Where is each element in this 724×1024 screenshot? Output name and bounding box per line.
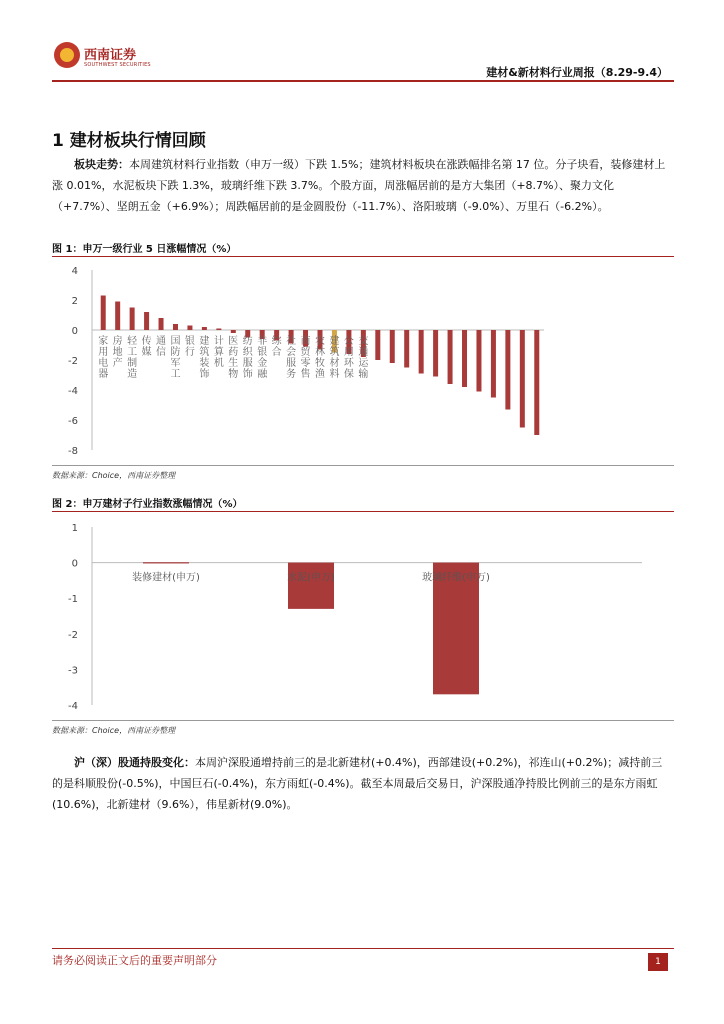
page-number: 1 [648,953,668,971]
bar [173,324,178,330]
bar [433,330,438,377]
bar [159,318,164,330]
bar [202,327,207,330]
bar [231,330,236,333]
figure2-top-rule [52,511,674,512]
bar [130,308,135,331]
logo-english-name: SOUTHWEST SECURITIES [84,62,151,68]
bar [216,329,221,331]
subindustry-return-chart [52,513,674,719]
y-tick-label: 1 [71,523,78,534]
figure1-source: 数据来源：Choice，西南证券整理 [52,471,176,480]
y-tick-label: 4 [71,266,78,277]
figure1-top-rule [52,256,674,257]
stock-connect-lead: 沪（深）股通持股变化： [74,756,195,769]
x-tick-label: 综合 [271,336,282,358]
figure2-bottom-rule [52,720,674,721]
y-tick-label: -3 [68,665,78,677]
footer-divider [52,948,674,949]
x-tick-label: 交通运输 [358,336,369,380]
x-tick-label: 玻璃纤维(申万) [422,572,490,584]
y-tick-label: 0 [71,558,78,570]
x-tick-label: 轻工制造 [127,336,138,380]
bar [187,326,192,331]
bar [115,302,120,331]
y-tick-label: -2 [68,356,78,367]
x-tick-label: 社会服务 [286,336,297,380]
bar [476,330,481,392]
y-tick-label: -1 [68,594,78,606]
y-tick-label: 2 [71,296,78,307]
market-trend-paragraph [52,154,672,217]
industry-return-chart [52,258,674,464]
x-tick-label: 纺织服饰 [242,336,253,380]
bar [390,330,395,363]
bar [101,296,106,331]
x-tick-label: 房地产 [112,336,123,369]
market-trend-lead: 板块走势： [74,158,129,171]
bar [462,330,467,387]
bar [419,330,424,374]
bar [491,330,496,398]
company-logo [54,42,149,76]
x-tick-label: 公用环保 [343,336,354,380]
y-tick-label: 0 [71,326,78,337]
stock-connect-body: 本周沪深股通增持前三的是北新建材(+0.4%)，西部建设(+0.2%)，祁连山(+0.2%)；减持前三的是科顺股份(-0.5%)，中国巨石(-0.4%)，东方雨虹(-0.4%)。截至本周最后交易日，沪深股通净持股比例前三的是东方雨虹(10.6%)，北新建材（9.6%），伟星新材(9.0%)。 [52,756,663,811]
x-tick-label: 水泥(申万) [287,572,335,584]
x-tick-label: 建筑装饰 [199,336,210,380]
bar [404,330,409,368]
bar [448,330,453,384]
bar [375,330,380,360]
x-tick-label: 银行 [184,336,195,358]
bar [505,330,510,410]
y-tick-label: -4 [68,386,78,397]
x-tick-label: 国防军工 [170,336,181,380]
figure1-title: 图 1：申万一级行业 5 日涨幅情况（%） [52,244,237,255]
x-tick-label: 装修建材(申万) [132,572,200,584]
y-tick-label: -4 [68,701,78,712]
market-trend-body: 本周建筑材料行业指数（申万一级）下跌 1.5%；建筑材料板块在涨跌幅排名第 17 位。分子块看，装修建材上涨 0.01%，水泥板块下跌 1.3%，玻璃纤维下跌 3.7%。个股方面，周涨幅居前的是方大集团（+8.7%）、聚力文化（+7.7%）、坚朗五金（+6.9%）；周跌幅居前的是金圆股份（-11.7%）、洛阳玻璃（-9.0%）、万里石（-6.2%）。 [52,158,666,213]
x-tick-label: 通信 [156,336,167,358]
stock-connect-paragraph [52,752,672,815]
bar [288,563,334,609]
header-divider [52,80,674,82]
bar [143,562,189,563]
bar [534,330,539,435]
y-tick-label: -8 [68,446,78,457]
x-tick-label: 家用电器 [98,336,109,380]
figure2-source: 数据来源：Choice，西南证券整理 [52,726,176,735]
x-tick-label: 农林牧渔 [315,336,325,380]
logo-emblem-icon [54,42,80,68]
x-tick-label: 传媒 [141,336,152,358]
x-tick-label: 建筑材料 [329,336,340,380]
x-tick-label: 计算机 [213,336,224,369]
x-tick-label: 非银金融 [257,336,268,380]
bar [520,330,525,428]
footer-disclaimer-note: 请务必阅读正文后的重要声明部分 [52,954,217,967]
report-title: 建材&新材料行业周报（8.29-9.4） [486,66,668,79]
x-tick-label: 医药生物 [228,336,239,380]
bar [144,312,149,330]
x-tick-label: 商贸零售 [300,336,311,380]
figure2-title: 图 2：申万建材子行业指数涨幅情况（%） [52,499,243,510]
logo-chinese-name: 西南证券 [84,48,137,63]
y-tick-label: -2 [68,629,78,641]
figure1-bottom-rule [52,465,674,466]
y-tick-label: -6 [68,416,78,427]
section-title: 1 建材板块行情回顾 [52,131,206,151]
